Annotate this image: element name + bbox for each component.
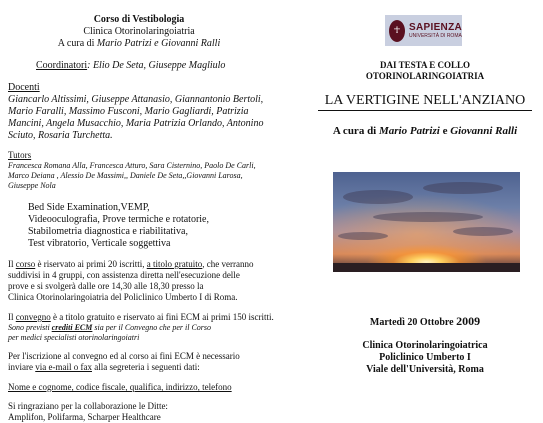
dept-line: OTORINOLARINGOIATRIA: [365, 71, 485, 81]
venue: [318, 340, 532, 376]
tutors-line: Marco Deiana , Alessio De Massimi,, Daniele De Seta,,Giovanni Larosa,: [8, 171, 243, 180]
logo-name: SAPIENZA: [409, 22, 462, 33]
logo-text: [409, 22, 462, 39]
topics-list: [8, 202, 270, 250]
venue-line: Clinica Otorinolaringoiatrica: [362, 340, 488, 351]
thanks-line: Si ringraziano per la collaborazione le Ditte:: [8, 401, 168, 411]
convegno-text: Il: [8, 312, 16, 322]
ecm-line: per medici specialisti otorinolaringoiatri: [8, 333, 140, 342]
curator-name: Mario Patrizi: [379, 125, 440, 137]
venue-line: Viale dell'Università, Roma: [366, 364, 484, 375]
ecm-text: sia per il Convegno che per il Corso: [92, 323, 212, 332]
topic-item: Stabilometria diagnostica e riabilitativa,: [28, 226, 188, 237]
ecm-credits: crediti ECM: [51, 323, 93, 332]
date-text: Martedì 20 Ottobre: [369, 317, 457, 328]
tutors-label: Tutors: [8, 150, 32, 160]
university-logo: [385, 15, 462, 46]
department: [325, 60, 525, 82]
thanks-paragraph: [8, 401, 270, 423]
gratuito-text: a titolo gratuito: [146, 259, 203, 269]
event-date: [318, 315, 532, 329]
convegno-paragraph: [8, 312, 274, 343]
convegno-text: è a titolo gratuito e riservato ai fini ECM ai primi 150 iscritti.: [50, 312, 274, 322]
iscrizione-text: inviare: [8, 362, 36, 372]
left-column: [8, 14, 274, 423]
logo-sub: UNIVERSITÀ DI ROMA: [409, 33, 462, 39]
curators-prefix: A cura di: [332, 125, 379, 137]
coordinators: [8, 60, 270, 72]
topic-item: Bed Side Examination,VEMP,: [28, 202, 150, 213]
curator-name: Giovanni Ralli: [450, 125, 518, 137]
corso-text: è riservato ai primi 20 iscritti,: [35, 259, 147, 269]
sunset-photo: [333, 172, 520, 272]
convegno-line: [8, 312, 274, 323]
corso-line: prove e si svolgerà dalle ore 14,30 alle 18,30 presso la: [8, 281, 204, 291]
corso-word: corso: [15, 259, 36, 269]
curators-prefix: A cura di: [57, 38, 97, 49]
topic-item: Videooculografia, Prove termiche e rotatorie,: [28, 214, 209, 225]
event-title: LA VERTIGINE NELL'ANZIANO: [318, 93, 532, 111]
convegno-word: convegno: [15, 312, 51, 322]
course-curators: [8, 38, 270, 50]
topic-item: Test vibratorio, Verticale soggettiva: [28, 238, 171, 249]
seal-icon: ☥: [389, 20, 405, 42]
dept-line: DAI TESTA E COLLO: [380, 60, 470, 70]
corso-line: Clinica Otorinolaringoiatria del Policlinico Umberto I di Roma.: [8, 292, 238, 302]
iscrizione-paragraph: [8, 351, 270, 373]
corso-line: suddivisi in 4 gruppi, con assistenza diretta nell'esecuzione delle: [8, 270, 240, 280]
sponsors-line: Amplifon, Polifarma, Scharper Healthcare: [8, 412, 161, 422]
coordinators-label: Coordinatori: [36, 60, 88, 71]
ecm-line: [8, 323, 270, 333]
date-year: 2009: [456, 314, 481, 328]
required-fields: Nome e cognome, codice fiscale, qualifica, indirizzo, telefono: [8, 382, 232, 392]
docenti-line: Mario Faralli, Massimo Fusconi, Mario Gagliardi, Patrizia: [8, 106, 249, 117]
corso-text: , che verranno: [202, 259, 254, 269]
clinic-name: Clinica Otorinolaringoiatria: [83, 26, 195, 37]
curators-and: e: [439, 125, 451, 137]
coordinators-names: : Elio De Seta, Giuseppe Magliulo: [87, 60, 226, 71]
docenti-line: Mancini, Angela Musacchio, Maria Patrizia Orlando, Antonino: [8, 118, 264, 129]
corso-line: [8, 259, 270, 270]
venue-line: Policlinico Umberto I: [379, 352, 471, 363]
event-curators: [318, 125, 532, 138]
tutors-line: Giuseppe Nola: [8, 181, 56, 190]
iscrizione-line: [8, 362, 270, 373]
docenti-line: Giancarlo Altissimi, Giuseppe Attanasio, Giannantonio Bertoli,: [8, 94, 264, 105]
corso-text: Il: [8, 259, 16, 269]
contact-methods: via e-mail o fax: [35, 362, 92, 372]
docenti-line: Sciuto, Rosaria Turchetta.: [8, 130, 113, 141]
iscrizione-line: Per l'iscrizione al convegno ed al corso ai fini ECM è necessario: [8, 351, 240, 361]
tutors-line: Francesca Romana Alla, Francesca Atturo, Sara Cisternino, Paolo De Carli,: [8, 161, 256, 170]
docenti-label: Docenti: [8, 82, 40, 93]
ecm-text: Sono previsti: [8, 323, 52, 332]
course-title: Corso di Vestibologia: [93, 14, 185, 25]
iscrizione-text: alla segreteria i seguenti dati:: [91, 362, 200, 372]
corso-paragraph: [8, 259, 270, 303]
curators-names: Mario Patrizi e Giovanni Ralli: [96, 38, 221, 49]
